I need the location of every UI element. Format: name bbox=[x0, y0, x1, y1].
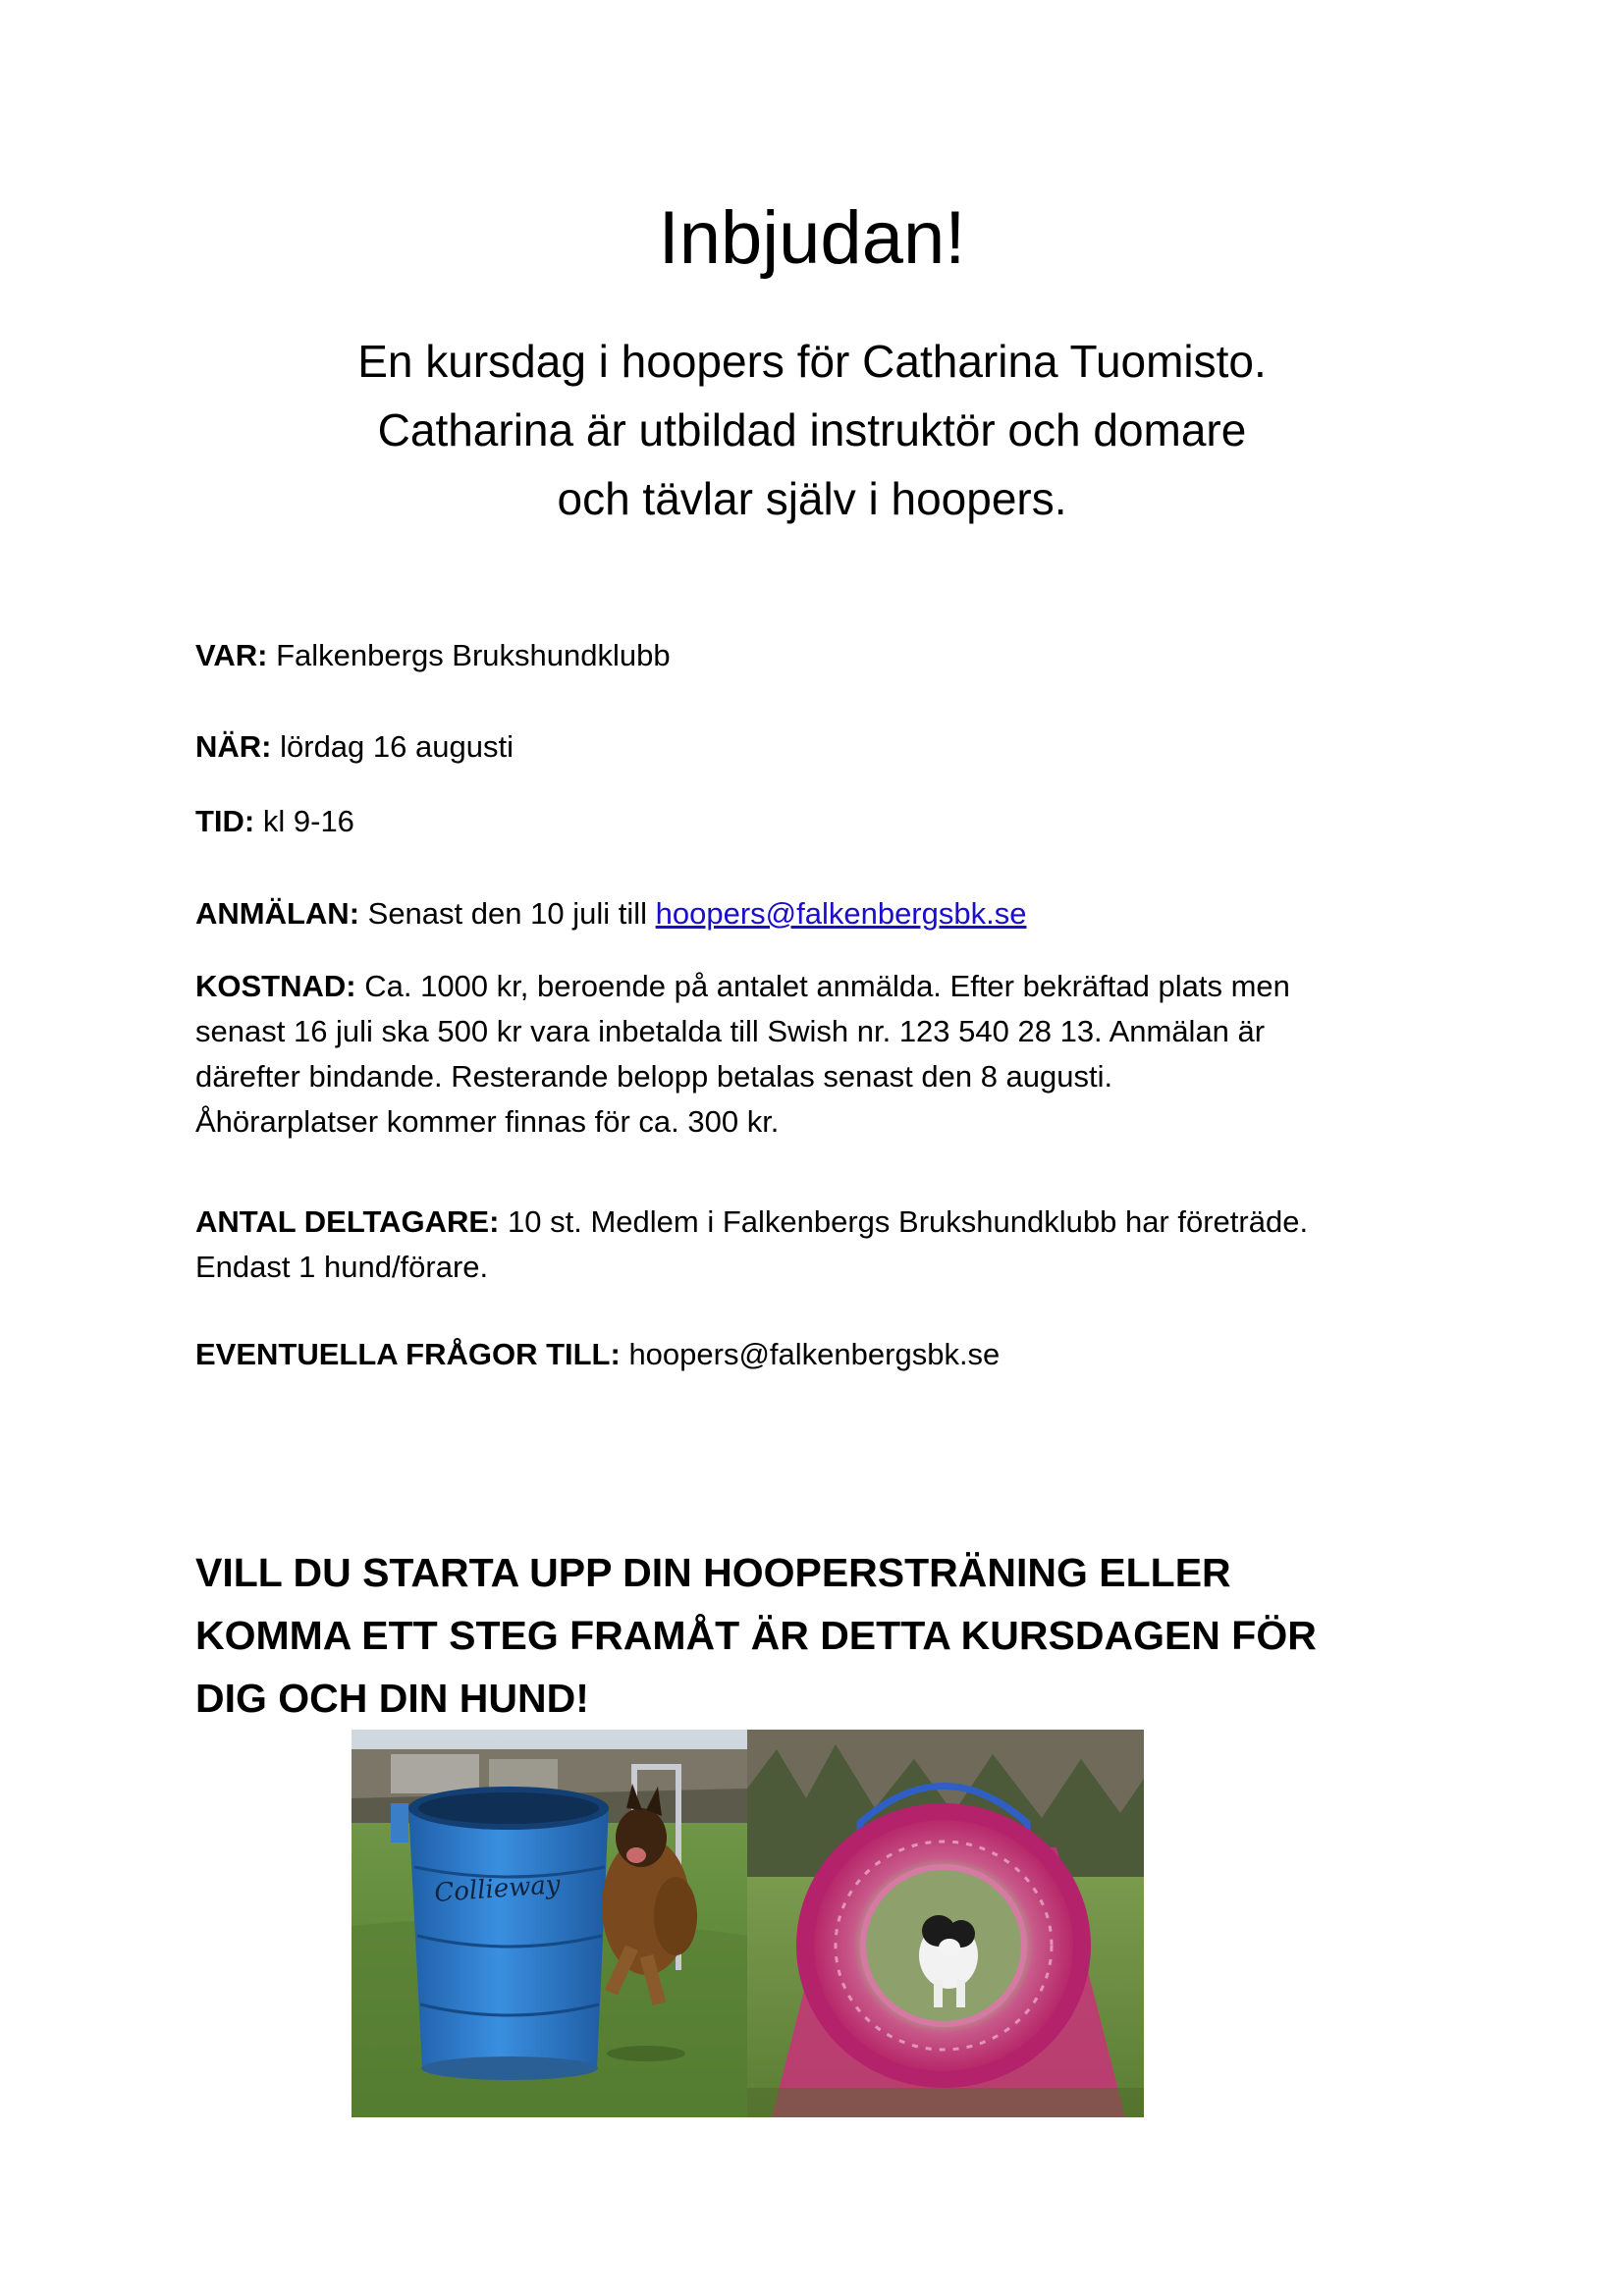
detail-value: Åhörarplatser kommer finnas för ca. 300 kr. bbox=[195, 1104, 780, 1139]
detail-value: senast 16 juli ska 500 kr vara inbetalda till Swish nr. 123 540 28 13. Anmälan är bbox=[195, 1014, 1266, 1048]
photo-strip bbox=[352, 1730, 1144, 2117]
detail-value: hoopers@falkenbergsbk.se bbox=[620, 1337, 1001, 1371]
detail-value: Falkenbergs Brukshundklubb bbox=[267, 638, 671, 672]
detail-value: kl 9-16 bbox=[254, 804, 354, 838]
detail-label: NÄR: bbox=[195, 729, 272, 764]
detail-label: TID: bbox=[195, 804, 255, 838]
photo-dog-barrel bbox=[352, 1730, 747, 2117]
page-title: Inbjudan! bbox=[658, 196, 966, 280]
detail-value: 10 st. Medlem i Falkenbergs Brukshundklubb har företräde. bbox=[499, 1204, 1309, 1239]
detail-label: ANMÄLAN: bbox=[195, 896, 360, 931]
detail-label: EVENTUELLA FRÅGOR TILL: bbox=[195, 1337, 621, 1371]
detail-fragor bbox=[195, 1332, 1433, 1377]
detail-nar bbox=[195, 724, 1433, 770]
subtitle bbox=[0, 327, 1624, 533]
detail-value: Endast 1 hund/förare. bbox=[195, 1250, 489, 1284]
detail-tid bbox=[195, 799, 1433, 844]
detail-label: VAR: bbox=[195, 638, 268, 672]
photo-dog-tunnel bbox=[747, 1730, 1144, 2117]
detail-label: ANTAL DELTAGARE: bbox=[195, 1204, 500, 1239]
subtitle-line: Catharina är utbildad instruktör och domare bbox=[377, 404, 1247, 455]
email-link[interactable]: hoopers@falkenbergsbk.se bbox=[655, 896, 1027, 931]
detail-antal bbox=[195, 1200, 1433, 1290]
detail-kostnad bbox=[195, 964, 1433, 1145]
detail-value: därefter bindande. Resterande belopp betalas senast den 8 augusti. bbox=[195, 1059, 1113, 1094]
photo-dog-barrel-image bbox=[352, 1730, 747, 2117]
cta-line: DIG OCH DIN HUND! bbox=[195, 1676, 589, 1721]
detail-value: Senast den 10 juli till bbox=[359, 896, 656, 931]
photo-dog-tunnel-image bbox=[747, 1730, 1144, 2117]
subtitle-line: En kursdag i hoopers för Catharina Tuomisto. bbox=[357, 336, 1267, 387]
detail-anmalan bbox=[195, 891, 1433, 936]
detail-var bbox=[195, 633, 1433, 678]
detail-label: KOSTNAD: bbox=[195, 969, 356, 1003]
subtitle-line: och tävlar själv i hoopers. bbox=[557, 473, 1067, 524]
detail-value: Ca. 1000 kr, beroende på antalet anmälda. Efter bekräftad plats men bbox=[355, 969, 1290, 1003]
cta-line: KOMMA ETT STEG FRAMÅT ÄR DETTA KURSDAGEN FÖR bbox=[195, 1613, 1317, 1658]
barrel-logo-text: Collieway bbox=[433, 1870, 562, 1908]
cta-line: VILL DU STARTA UPP DIN HOOPERSTRÄNING ELLER bbox=[195, 1550, 1231, 1595]
call-to-action bbox=[195, 1541, 1433, 1730]
detail-value: lördag 16 augusti bbox=[271, 729, 514, 764]
